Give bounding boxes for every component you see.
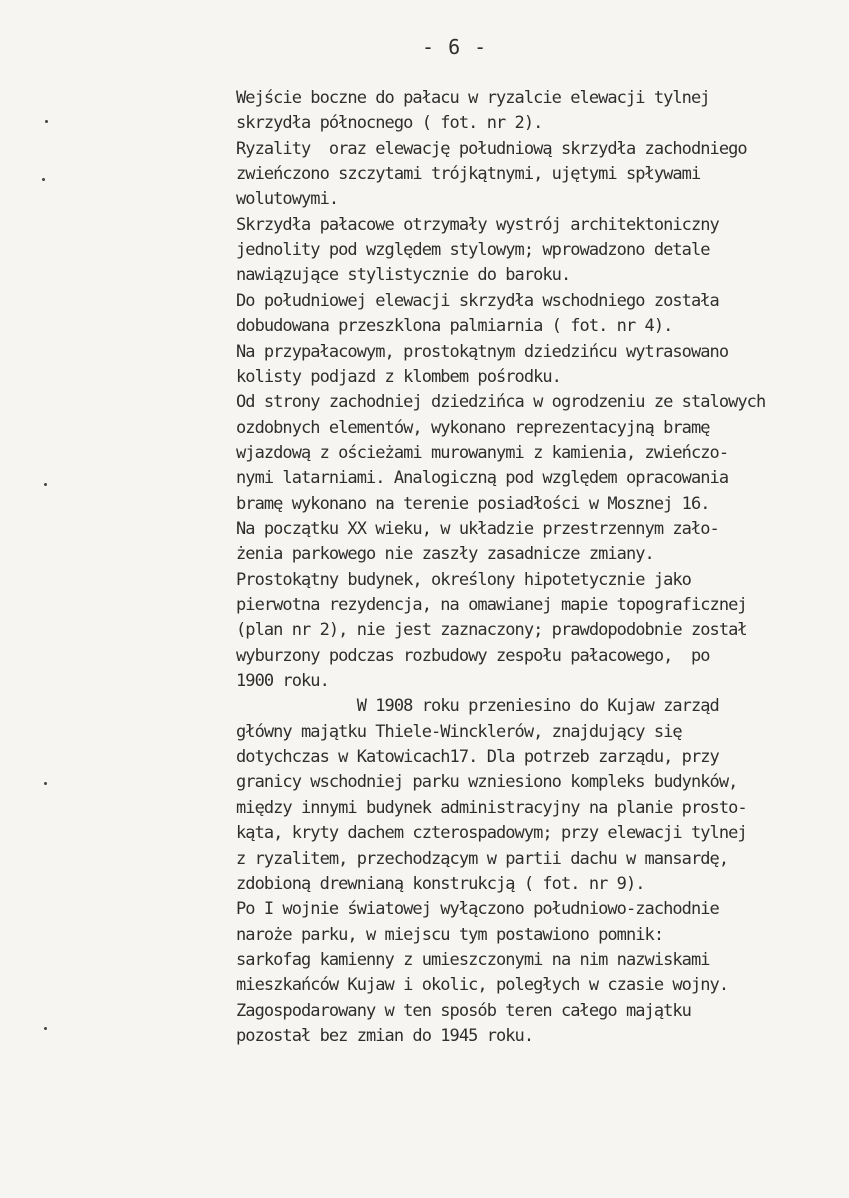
text-line: 1900 roku. (236, 671, 329, 691)
text-line: główny majątku Thiele-Wincklerów, znajdujący się (236, 722, 682, 742)
margin-speck (45, 120, 48, 123)
text-line: nymi latarniami. Analogiczną pod względem opracowania (236, 468, 729, 488)
margin-speck (44, 483, 47, 486)
page-number: - 6 - (422, 35, 488, 59)
text-line: sarkofag kamienny z umieszczonymi na nim nazwiskami (236, 950, 710, 970)
margin-speck (44, 1027, 47, 1030)
text-line: Wejście boczne do pałacu w ryzalcie elewacji tylnej (236, 88, 710, 108)
text-line: wyburzony podczas rozbudowy zespołu pałacowego, po (236, 646, 710, 666)
text-line: zdobioną drewnianą konstrukcją ( fot. nr 9). (236, 874, 645, 894)
text-line: Po I wojnie światowej wyłączono południowo-zachodnie (236, 899, 719, 919)
text-line: między innymi budynek administracyjny na planie prosto- (236, 798, 747, 818)
text-line: żenia parkowego nie zaszły zasadnicze zmiany. (236, 544, 654, 564)
text-line: pierwotna rezydencja, na omawianej mapie topograficznej (236, 595, 747, 615)
margin-speck (44, 782, 47, 785)
text-line: W 1908 roku przeniesino do Kujaw zarząd (236, 696, 719, 716)
text-line: mieszkańców Kujaw i okolic, poległych w czasie wojny. (236, 975, 729, 995)
text-line: pozostał bez zmian do 1945 roku. (236, 1026, 534, 1046)
text-line: naroże parku, w miejscu tym postawiono pomnik: (236, 925, 664, 945)
text-line: dobudowana przeszklona palmiarnia ( fot. nr 4). (236, 316, 673, 336)
text-line: Na początku XX wieku, w układzie przestrzennym zało- (236, 519, 719, 539)
text-line: wolutowymi. (236, 189, 339, 209)
text-line: Prostokątny budynek, określony hipotetycznie jako (236, 570, 691, 590)
text-line: z ryzalitem, przechodzącym w partii dachu w mansardę, (236, 849, 729, 869)
text-line: Ryzality oraz elewację południową skrzydła zachodniego (236, 139, 747, 159)
text-line: Zagospodarowany w ten sposób teren całego majątku (236, 1001, 691, 1021)
text-line: skrzydła północnego ( fot. nr 2). (236, 113, 543, 133)
text-line: kolisty podjazd z klombem pośrodku. (236, 367, 561, 387)
margin-speck (42, 178, 45, 181)
text-line: wjazdową z ościeżami murowanymi z kamienia, zwieńczo- (236, 443, 729, 463)
text-line: dotychczas w Katowicach17. Dla potrzeb zarządu, przy (236, 747, 719, 767)
text-line: Skrzydła pałacowe otrzymały wystrój architektoniczny (236, 215, 719, 235)
text-line: zwieńczono szczytami trójkątnymi, ujętymi spływami (236, 164, 701, 184)
text-line: granicy wschodniej parku wzniesiono kompleks budynków, (236, 772, 738, 792)
text-line: kąta, kryty dachem czterospadowym; przy elewacji tylnej (236, 823, 747, 843)
text-line: Na przypałacowym, prostokątnym dziedzińcu wytrasowano (236, 342, 729, 362)
text-line: bramę wykonano na terenie posiadłości w Mosznej 16. (236, 494, 710, 514)
text-line: (plan nr 2), nie jest zaznaczony; prawdopodobnie został (236, 620, 747, 640)
text-line: Do południowej elewacji skrzydła wschodniego została (236, 291, 719, 311)
text-line: nawiązujące stylistycznie do baroku. (236, 265, 571, 285)
text-line: Od strony zachodniej dziedzińca w ogrodzeniu ze stalowych (236, 392, 766, 412)
text-line: ozdobnych elementów, wykonano reprezentacyjną bramę (236, 418, 710, 438)
text-line: jednolity pod względem stylowym; wprowadzono detale (236, 240, 710, 260)
